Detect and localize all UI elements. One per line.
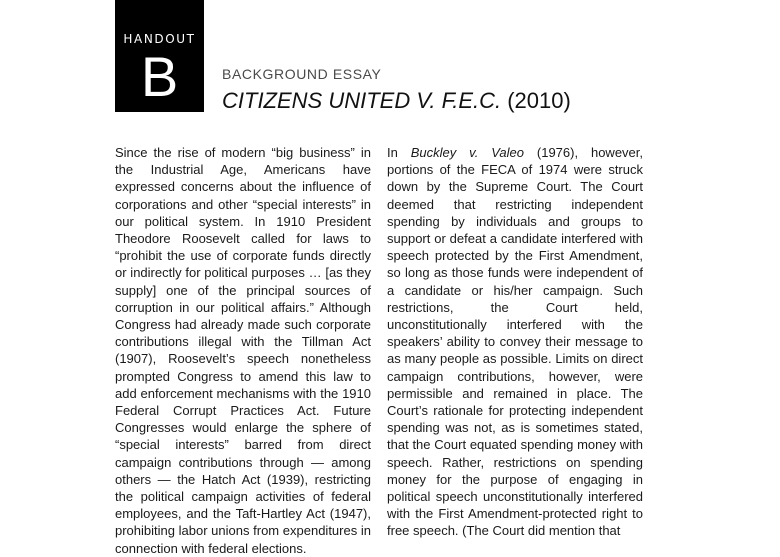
page-title [222,88,571,114]
right-intro: In [387,145,411,160]
right-paragraph: (1976), however, portions of the FECA of 1974 were struck down by the Supreme Court. The Court deemed that restricting independent spending by individuals and groups to support or defeat a candidate interfered with speech protected by the First Amendment, so long as those funds were independent of a candidate or his/her campaign. Such restrictions, the Court held, unconstitutionally interfered with the speakers’ ability to convey their message to as many people as possible. Limits on direct campaign contributions, however, were permissible and remained in place. The Court’s rationale for protecting independent spending was not, as is sometimes stated, that the Court equated spending money with speech. Rather, restrictions on spending money for the purpose of engaging in political speech unconstitutionally interfered with the First Amendment-protected right to free speech. (The Court did mention that [387,145,643,539]
right-case-name: Buckley v. Valeo [410,145,524,160]
handout-label: HANDOUT [123,32,196,46]
essay-right-column [387,144,643,540]
title-case-name: CITIZENS UNITED V. F.E.C. [222,88,502,113]
handout-letter: B [140,45,179,108]
title-year: (2010) [501,88,571,113]
essay-left-column: Since the rise of modern “big business” in the Industrial Age, Americans have expressed concerns about the influence of corporations and other “special interests” in our political system. In 1910 President Theodore Roosevelt called for laws to “prohibit the use of corporate funds directly or indirectly for political purposes … [as they supply] one of the principal sources of corruption in our political affairs.” Although Congress had already made such corporate contributions illegal with the Tillman Act (1907), Roosevelt’s speech nonetheless prompted Congress to amend this law to add enforcement mechanisms with the 1910 Federal Corrupt Practices Act. Future Congresses would enlarge the sphere of “special interests” barred from direct campaign contributions through — among others — the Hatch Act (1939), restricting the political campaign activities of federal employees, and the Taft-Hartley Act (1947), prohibiting labor unions from expenditures in connection with federal elections. [115,145,371,556]
section-kicker: BACKGROUND ESSAY [222,66,382,82]
handout-badge [115,0,204,112]
